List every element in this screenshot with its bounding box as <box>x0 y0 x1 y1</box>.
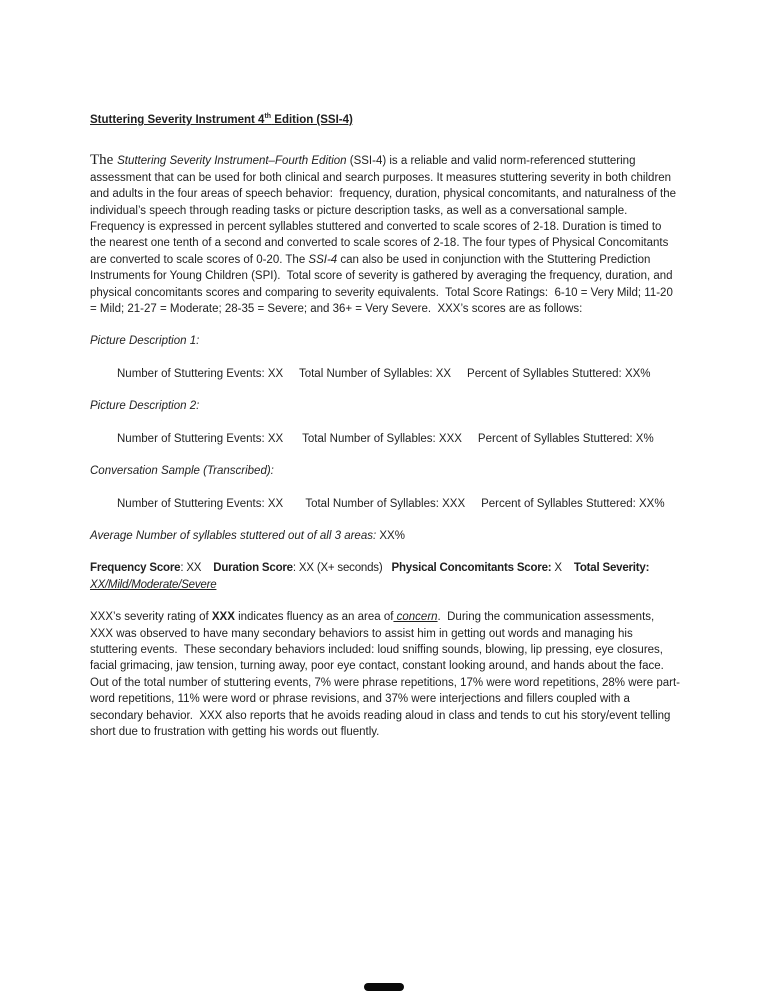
document-title <box>90 112 680 128</box>
text-run: . During the communication assessments, XXX was observed to have many secondary behaviors to assist him in getting out words and managing his stuttering events. These secondary behaviors included: loud sniffing sounds, blowing, lip pressing, eye closures, facial grimacing, jaw tension, turning away, poor eye contact, constant looking around, and hands about the face. Out of the total number of stuttering events, 7% were phrase repetitions, 17% were word repetitions, 28% were part-word repetitions, 11% were word or phrase revisions, and 37% were interjections and fillers coupled with a secondary behavior. XXX also reports that he avoids reading aloud in class and tends to cut his story/event telling short due to frustration with getting his words out fluently. <box>90 611 680 738</box>
text-run: concern <box>393 611 438 624</box>
text-run: (SSI-4) is a reliable and valid norm-referenced stuttering assessment that can be used for both clinical and search purposes. It measures stuttering severity in both children and adults in the four areas of speech behavior: frequency, duration, physical concomitants, and naturalness of the individual’s speech through reading tasks or picture description tasks, as well as a conversational sample. Frequency is expressed in percent syllables stuttered and converted to scale scores of 2-18. Duration is timed to the nearest one tenth of a second and converted to scale scores of 2-18. The four types of Physical Concomitants are converted to scale scores of 0-20. The <box>90 155 680 266</box>
text-run: Total Severity: <box>573 562 650 575</box>
text-run: SSI-4 <box>308 253 338 266</box>
text-run: XX% <box>379 529 405 542</box>
section-heading-conversation-sample <box>90 463 680 479</box>
text-run: Picture Description 1: <box>90 335 200 348</box>
text-run: Conversation Sample (Transcribed): <box>90 465 274 478</box>
text-run: Stuttering Severity Instrument 4 <box>90 114 265 126</box>
text-run: XX/Mild/Moderate/Severe <box>90 578 217 591</box>
section-heading-picture-description-1 <box>90 333 680 349</box>
picture-description-1-scores <box>90 366 680 382</box>
text-run: indicates fluency as an area of <box>234 611 394 624</box>
summary-paragraph <box>90 609 680 740</box>
intro-paragraph <box>90 152 680 317</box>
section-heading-picture-description-2 <box>90 398 680 414</box>
text-run: The <box>90 152 118 169</box>
text-run: : XX (X+ seconds) <box>292 562 392 575</box>
conversation-sample-scores <box>90 496 680 512</box>
text-run: Average Number of syllables stuttered out of all 3 areas: <box>90 529 380 542</box>
average-syllables-line <box>90 528 680 544</box>
text-run: XXX’s severity rating of <box>90 611 212 624</box>
text-run: Duration Score <box>213 562 293 575</box>
text-run: can also be used in conjunction with the Stuttering Prediction Instruments for Young Children (SPI). Total score of severity is gathered by averaging the frequency, duration, and physical concomitants scores and comparing to severity equivalents. Total Score Ratings: 6-10 = Very Mild; 11-20 = Mild; 21-27 = Moderate; 28-35 = Severe; and 36+ = Very Severe. XXX’s scores are as follows: <box>90 253 677 316</box>
text-run: : XX <box>180 562 214 575</box>
picture-description-2-scores <box>90 431 680 447</box>
text-run: Number of Stuttering Events: XX Total Number of Syllables: XXX Percent of Syllables Stuttered: X% <box>117 432 654 445</box>
text-run: Edition (SSI-4) <box>271 114 353 126</box>
bottom-page-mark <box>364 983 404 991</box>
text-run: XXX <box>211 611 235 624</box>
text-run: Frequency Score <box>90 562 181 575</box>
text-run: Number of Stuttering Events: XX Total Number of Syllables: XX Percent of Syllables Stuttered: XX% <box>117 367 651 380</box>
text-run: Picture Description 2: <box>90 400 200 413</box>
text-run: th <box>264 113 272 121</box>
text-run: Number of Stuttering Events: XX Total Number of Syllables: XXX Percent of Syllables Stuttered: XX% <box>117 497 665 510</box>
total-scores-line <box>90 560 680 593</box>
text-run: X <box>551 562 574 575</box>
text-run: Physical Concomitants Score: <box>391 562 552 575</box>
text-run: Stuttering Severity Instrument–Fourth Edition <box>117 155 347 168</box>
